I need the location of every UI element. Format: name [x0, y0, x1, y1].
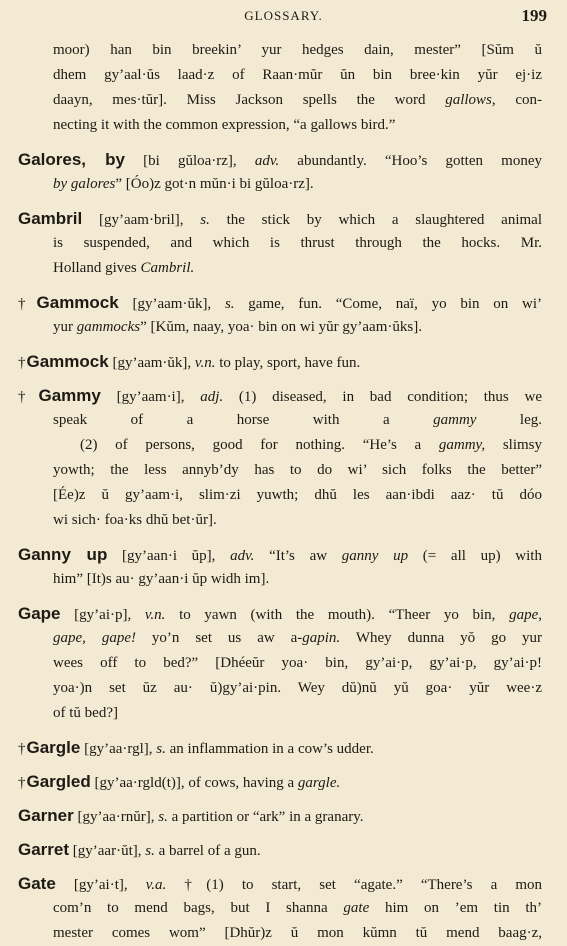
entry-text: Holland gives	[53, 260, 141, 276]
headword: Garret	[18, 840, 70, 859]
entry-text: daayn, mes·tŭr]. Miss Jackson spells the word	[53, 92, 446, 108]
italic-text: gape,	[509, 607, 542, 623]
headword: Ganny up	[18, 545, 108, 564]
entry-line	[18, 147, 542, 172]
glossary-entry	[18, 349, 542, 374]
glossary-entry	[18, 735, 542, 760]
entry-text: [gy’aam·i],	[100, 389, 201, 405]
italic-text: s.	[145, 843, 155, 859]
entry-text: wi sich· foa·ks dhŭ bet·ŭr].	[53, 512, 217, 528]
entry-text: dhem gy’aal·ŭs laad·z of Raan·mŭr ŭn bin bree·kin yŭr ej·iz	[53, 67, 542, 83]
entry-text: [Ée)z ŭ gy’aam·i, slim·zi yuwth; dhŭ les aan·ibdi aaz· tŭ dóo	[53, 487, 542, 503]
entry-text: an inflammation in a cow’s udder.	[165, 741, 374, 757]
glossary-entry	[18, 206, 542, 281]
entry-text: mester comes wom” [Dhŭr)z ŭ mon kŭmn tŭ mend baag·z,	[53, 925, 542, 941]
entry-text: †(1) to start, set “agate.” “There’s a mon	[166, 877, 542, 893]
entry-text: of tŭ bed?]	[53, 705, 118, 721]
entry-line	[18, 508, 542, 533]
glossary-body	[18, 38, 542, 946]
headword: Gammock	[36, 293, 119, 312]
dagger-mark: †	[18, 355, 26, 371]
glossary-entry	[18, 38, 542, 138]
entry-line	[18, 601, 542, 626]
entry-text: necting it with the common expression, “a gallows bird.”	[53, 117, 396, 133]
headword: Gammock	[26, 352, 109, 371]
entry-line	[18, 676, 542, 701]
entry-line	[18, 63, 542, 88]
headword: Gargle	[26, 738, 81, 757]
headword: Galores, by	[18, 150, 125, 169]
glossary-entry	[18, 542, 542, 592]
headword: Gate	[18, 874, 56, 893]
entry-text: to yawn (with the mouth). “Theer yo bin,	[165, 607, 510, 623]
entry-text: “It’s aw	[254, 548, 342, 564]
entry-line	[18, 88, 542, 113]
glossary-entry	[18, 871, 542, 946]
italic-text: s.	[224, 296, 235, 312]
entry-line	[18, 231, 542, 256]
entry-text: (1) diseased, in bad condition; thus we	[223, 389, 542, 405]
italic-text: gammy,	[438, 437, 486, 453]
italic-text: gallows	[445, 92, 492, 108]
italic-text: v.n.	[194, 355, 216, 371]
headword: Gambril	[18, 209, 83, 228]
glossary-entry	[18, 290, 542, 340]
page-header	[0, 6, 567, 28]
italic-text: v.a.	[145, 877, 167, 893]
entry-line	[18, 542, 542, 567]
entry-line	[18, 701, 542, 726]
entry-line	[18, 38, 542, 63]
running-title: GLOSSARY.	[244, 8, 323, 23]
italic-text: adv.	[230, 548, 255, 564]
entry-text: a partition or “ark” in a granary.	[167, 809, 364, 825]
entry-text: [gy’ai·t],	[55, 877, 146, 893]
entry-text: [gy’aa·rnŭr],	[73, 809, 159, 825]
entry-line	[18, 651, 542, 676]
entry-line	[18, 735, 542, 760]
entry-line	[18, 803, 542, 828]
entry-text: (2) of persons, good for nothing. “He’s a	[80, 437, 439, 453]
entry-text: yo’n set us aw a-	[136, 630, 303, 646]
entry-line	[18, 483, 542, 508]
entry-line	[18, 349, 542, 374]
dagger-mark: †	[18, 389, 38, 405]
entry-line	[18, 256, 542, 281]
italic-text: adv.	[254, 153, 280, 169]
entry-text: Whey dunna yŏ go yur	[340, 630, 542, 646]
entry-text: leg.	[476, 412, 542, 428]
entry-line	[18, 433, 542, 458]
italic-text: gate	[343, 900, 370, 916]
entry-text: a barrel of a gun.	[154, 843, 261, 859]
entry-text: yoa·)n set ŭz au· ŭ)gy’ai·pin. Wey dŭ)nŭ yŭ goa· yŭr wee·z	[53, 680, 542, 696]
entry-line	[18, 206, 542, 231]
entry-text: [gy’aam·ŭk],	[118, 296, 225, 312]
glossary-entry	[18, 383, 542, 533]
entry-text: moor) han bin breekin’ yur hedges dain, mester” [Sŭm ŭ	[53, 42, 542, 58]
entry-line	[18, 567, 542, 592]
italic-text: gape, gape!	[53, 630, 136, 646]
entry-text: [gy’aan·i ŭp],	[107, 548, 231, 564]
entry-line	[18, 769, 542, 794]
entry-line	[18, 837, 542, 862]
entry-text: to play, sport, have fun.	[215, 355, 361, 371]
entry-text: ” [Kŭm, naay, yoa· bin on wi yŭr gy’aam·ŭks].	[140, 319, 422, 335]
entry-line	[18, 408, 542, 433]
entry-text: ” [Óo)z got·n mŭn·i bi gŭloa·rz].	[115, 176, 314, 192]
entry-line	[18, 921, 542, 946]
entry-text: yur	[53, 319, 77, 335]
entry-line	[18, 871, 542, 896]
entry-line	[18, 172, 542, 197]
entry-text: [gy’ai·p],	[60, 607, 145, 623]
entry-text: him on ’em tin th’	[369, 900, 542, 916]
italic-text: v.n.	[144, 607, 166, 623]
headword: Gargled	[26, 772, 91, 791]
entry-text: [bi gŭloa·rz],	[125, 153, 255, 169]
italic-text: ganny up	[341, 548, 409, 564]
italic-text: adj.	[200, 389, 224, 405]
entry-text: slimsy	[485, 437, 542, 453]
entry-text: yowth; the less annyb’dy has to do wi’ sich folks the better”	[53, 462, 542, 478]
entry-text: [gy’aam·bril],	[82, 212, 201, 228]
dagger-mark: †	[18, 775, 26, 791]
glossary-entry	[18, 803, 542, 828]
glossary-entry	[18, 837, 542, 862]
italic-text: s.	[156, 741, 166, 757]
glossary-entry	[18, 601, 542, 726]
entry-text: the stick by which a slaughtered animal	[209, 212, 542, 228]
italic-text: s.	[200, 212, 210, 228]
entry-text: [gy’aam·ŭk],	[108, 355, 195, 371]
glossary-entry	[18, 147, 542, 197]
entry-text: game, fun. “Come, naï, yo bin on wi’	[234, 296, 542, 312]
entry-line	[18, 458, 542, 483]
entry-text: [gy’aa·rgl],	[80, 741, 157, 757]
italic-text: s.	[158, 809, 168, 825]
entry-line	[18, 626, 542, 651]
entry-text: , con-	[491, 92, 542, 108]
entry-line	[18, 383, 542, 408]
italic-text: Cambril.	[140, 260, 195, 276]
entry-text: [gy’aa·rgld(t)], of cows, having a	[90, 775, 298, 791]
entry-text: com’n to mend bags, but I shanna	[53, 900, 344, 916]
entry-text: (= all up) with	[408, 548, 542, 564]
italic-text: by galores	[53, 176, 116, 192]
entry-text: speak of a horse with a	[53, 412, 434, 428]
headword: Garner	[18, 806, 74, 825]
page-number: 199	[521, 6, 547, 25]
headword: Gape	[18, 604, 61, 623]
italic-text: gapin.	[302, 630, 341, 646]
entry-line	[18, 315, 542, 340]
entry-line	[18, 896, 542, 921]
entry-line	[18, 290, 542, 315]
entry-line	[18, 113, 542, 138]
italic-text: gargle.	[297, 775, 341, 791]
entry-text: wees off to bed?” [Dhéeŭr yoa· bin, gy’ai·p, gy’ai·p, gy’ai·p!	[53, 655, 542, 671]
entry-text: him” [It)s au· gy’aan·i ŭp widh im].	[53, 571, 270, 587]
headword: Gammy	[38, 386, 101, 405]
dagger-mark: †	[18, 741, 26, 757]
entry-text: abundantly. “Hoo’s gotten money	[279, 153, 542, 169]
glossary-entry	[18, 769, 542, 794]
entry-text: is suspended, and which is thrust through the hocks. Mr.	[53, 235, 542, 251]
italic-text: gammocks	[76, 319, 141, 335]
entry-text: [gy’aar·ŭt],	[69, 843, 146, 859]
dagger-mark: †	[18, 296, 36, 312]
italic-text: gammy	[433, 412, 477, 428]
